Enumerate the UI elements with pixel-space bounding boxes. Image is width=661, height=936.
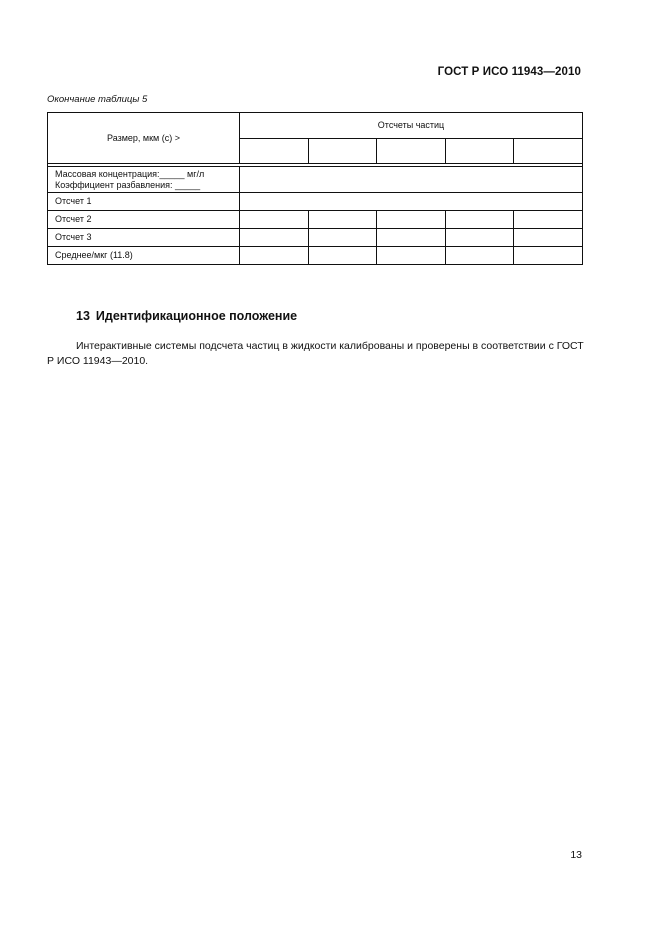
- table-cell: [445, 229, 514, 247]
- standard-designation: ГОСТ Р ИСО 11943—2010: [437, 66, 581, 78]
- table-cell: [240, 167, 583, 193]
- row-label: Отсчет 3: [48, 229, 240, 247]
- size-channel-cell: [445, 139, 514, 164]
- table-row-average: [48, 247, 583, 265]
- table-row-count-2: [48, 211, 583, 229]
- table-cell: [377, 211, 446, 229]
- dilution-factor-label: Коэффициент разбавления: _____: [55, 179, 201, 190]
- table-cell: [240, 247, 309, 265]
- table-cell: [308, 247, 377, 265]
- size-channel-cell: [377, 139, 446, 164]
- section-paragraph: Интерактивные системы подсчета частиц в жидкости калиброваны и проверены в соответствии с ГОСТ Р ИСО 11943—2010.: [47, 340, 584, 367]
- mass-concentration-cell: [48, 167, 240, 193]
- table-row-mass-concentration: [48, 167, 583, 193]
- table-row-count-3: [48, 229, 583, 247]
- table-cell: [308, 229, 377, 247]
- page-number: 13: [570, 849, 582, 861]
- table-cell: [445, 211, 514, 229]
- table-cell: [514, 229, 583, 247]
- table-row-count-1: [48, 193, 583, 211]
- table-cell: [240, 211, 309, 229]
- size-header-cell: [48, 113, 240, 164]
- table-cell: [377, 247, 446, 265]
- table-cell: [308, 211, 377, 229]
- particle-counts-table: [47, 112, 583, 265]
- counts-header-cell: [240, 113, 583, 139]
- size-channel-cell: [240, 139, 309, 164]
- table-cell: [514, 211, 583, 229]
- table-cell: [377, 229, 446, 247]
- counts-header-label: Отсчеты частиц: [377, 120, 445, 130]
- section-number: 13: [76, 309, 90, 323]
- size-header-label: Размер, мкм (с) >: [107, 132, 180, 143]
- section-heading: [76, 309, 297, 323]
- table-cell: [445, 247, 514, 265]
- row-label: Среднее/мкг (11.8): [48, 247, 240, 265]
- size-channel-cell: [308, 139, 377, 164]
- row-label: Отсчет 1: [48, 193, 240, 211]
- table-cell: [240, 229, 309, 247]
- table-cell: [514, 247, 583, 265]
- mass-concentration-label: Массовая концентрация:_____ мг/л: [55, 168, 205, 179]
- size-channel-cell: [514, 139, 583, 164]
- section-title: Идентификационное положение: [95, 309, 298, 323]
- table-caption: Окончание таблицы 5: [47, 94, 148, 105]
- row-label: Отсчет 2: [48, 211, 240, 229]
- table-cell: [240, 193, 583, 211]
- table-header-row: [48, 113, 583, 139]
